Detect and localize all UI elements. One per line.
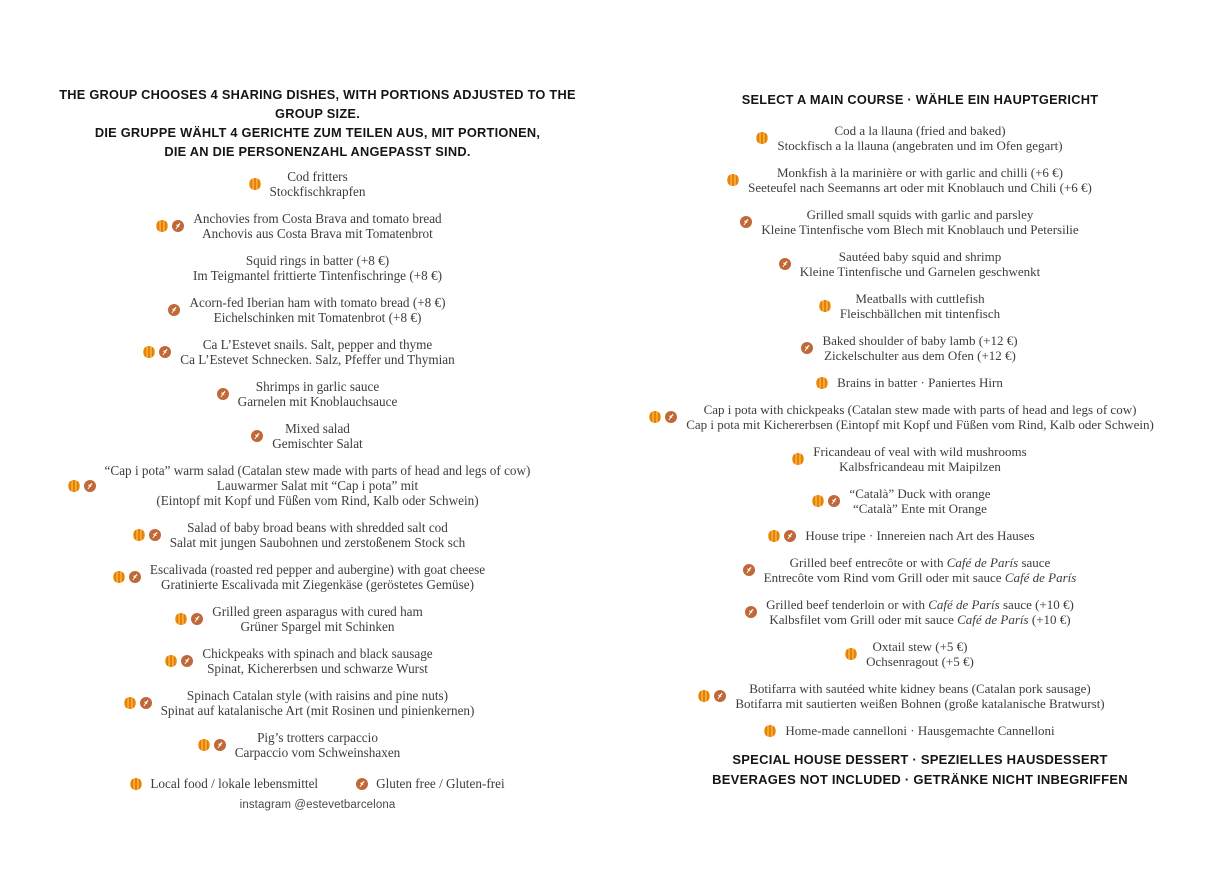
dish-icon-group [156,220,184,232]
dish-icon-group [801,342,813,354]
dish-icon-group [740,216,752,228]
dish-line-de: Spinat, Kichererbsen und schwarze Wurst [207,661,428,676]
dish-line-en: Cod fritters [287,169,348,184]
menu-item [40,337,595,367]
main-courses-list [650,123,1190,738]
dish-line-de: (Eintopf mit Kopf und Füßen vom Rind, Kalb oder Schwein) [156,493,479,508]
dish-icon-group [217,388,229,400]
dish-line-de: Kleine Tintenfische vom Blech mit Knoblauch und Petersilie [761,222,1079,237]
local-food-icon [792,453,804,465]
dish-line-de: Seeteufel nach Seemanns art oder mit Knoblauch und Chili (+6 €) [748,180,1092,195]
sharing-dishes-list [40,169,595,760]
dish-icon-group [124,697,152,709]
dish-text [761,207,1078,237]
dish-text [735,681,1104,711]
menu-item [40,463,595,508]
sharing-dishes-header [40,85,595,161]
dish-icon-group [812,495,840,507]
menu-item [40,562,595,592]
dish-text [161,688,475,718]
gluten-free-icon [181,655,193,667]
dish-icon-group [768,530,796,542]
dish-line-en: Monkfish à la marinière or with garlic and chilli (+6 €) [776,165,1063,180]
dish-line-de: Zickelschulter aus dem Ofen (+12 €) [824,348,1016,363]
dish-line-de: Kalbsfilet vom Grill oder mit sauce Café de París (+10 €) [769,612,1071,627]
dish-line: Brains in batter · Paniertes Hirn [837,375,1003,390]
local-food-icon [845,648,857,660]
dish-line-en: Baked shoulder of baby lamb (+12 €) [822,333,1018,348]
dish-text [193,211,441,241]
dish-icon-group [756,132,768,144]
gluten-free-icon [191,613,203,625]
dish-icon-group [68,480,96,492]
legend-gluten-free [356,776,505,792]
menu-item [650,249,1190,279]
local-food-icon [698,690,710,702]
dish-text [748,165,1092,195]
header-line: DIE GRUPPE WÄHLT 4 GERICHTE ZUM TEILEN AUS, MIT PORTIONEN, [94,125,541,140]
gluten-free-icon [149,529,161,541]
gluten-free-icon [665,411,677,423]
dish-line-en: Chickpeaks with spinach and black sausage [202,646,433,661]
local-food-icon [68,480,80,492]
gluten-free-icon [740,216,752,228]
menu-item [650,123,1190,153]
menu-item [40,211,595,241]
dish-text [235,730,401,760]
dish-line-de: Kleine Tintenfische und Garnelen geschwenkt [799,264,1041,279]
menu-item [40,253,595,283]
menu-item [650,402,1190,432]
dish-line-de: Gemischter Salat [272,436,363,451]
dish-text [840,291,1000,321]
dish-line-en: Spinach Catalan style (with raisins and pine nuts) [186,688,449,703]
dish-line-de: Gratinierte Escalivada mit Ziegenkäse (geröstetes Gemüse) [160,577,475,592]
dish-line-en: Meatballs with cuttlefish [855,291,985,306]
dish-text [837,375,1003,390]
local-food-icon [649,411,661,423]
menu-item [40,520,595,550]
menu-item [650,555,1190,585]
legend-local-label: Local food / lokale lebensmittel [150,776,319,791]
dish-line-en: Ca L’Estevet snails. Salt, pepper and thyme [202,337,433,352]
dish-icon-group [845,648,857,660]
dish-line-de: Ochsenragout (+5 €) [866,654,974,669]
dish-text [822,333,1017,363]
header-line: THE GROUP CHOOSES 4 SHARING DISHES, WITH PORTIONS ADJUSTED TO THE GROUP SIZE. [59,87,576,121]
local-food-icon [812,495,824,507]
gluten-free-icon [743,564,755,576]
gluten-free-icon [140,697,152,709]
dish-line-en: Grilled beef entrecôte or with Café de París sauce [789,555,1051,570]
footer-line: BEVERAGES NOT INCLUDED · GETRÄNKE NICHT INBEGRIFFEN [712,772,1128,787]
local-food-icon [249,178,261,190]
icon-legend [40,776,595,792]
dish-text [202,646,432,676]
dish-line-en: Acorn-fed Iberian ham with tomato bread (+8 €) [189,295,446,310]
dish-text [212,604,423,634]
local-food-icon [756,132,768,144]
local-food-icon [156,220,168,232]
dish-line-en: Oxtail stew (+5 €) [872,639,968,654]
dish-text [270,169,366,199]
legend-gluten-label: Gluten free / Gluten-frei [376,776,505,791]
legend-local-food [130,776,318,792]
menu-item [650,723,1190,738]
gluten-free-icon [159,346,171,358]
dish-line-en: Fricandeau of veal with wild mushrooms [813,444,1027,459]
dish-line-de: Carpaccio vom Schweinshaxen [234,745,401,760]
dish-line-en: Grilled green asparagus with cured ham [212,604,423,619]
dish-icon-group [168,304,180,316]
dish-icon-group [649,411,677,423]
dish-line-de: Lauwarmer Salat mit “Cap i pota” mit [216,478,419,493]
dish-line-en: Squid rings in batter (+8 €) [245,253,390,268]
main-courses-header: SELECT A MAIN COURSE · WÄHLE EIN HAUPTGERICHT [741,92,1099,107]
main-courses-column [650,90,1190,790]
menu-item [40,604,595,634]
dish-line-en: Escalivada (roasted red pepper and aubergine) with goat cheese [149,562,486,577]
local-food-icon [816,377,828,389]
dish-line-en: “Cap i pota” warm salad (Catalan stew made with parts of head and legs of cow) [104,463,531,478]
menu-item [650,639,1190,669]
instagram-handle: instagram @estevetbarcelona [239,799,396,811]
gluten-free-icon [168,304,180,316]
dish-icon-group [251,430,263,442]
dish-text [238,379,398,409]
dish-line-de: Anchovis aus Costa Brava mit Tomatenbrot [202,226,433,241]
gluten-free-icon [801,342,813,354]
local-food-icon [768,530,780,542]
dish-line-en: Sautéed baby squid and shrimp [838,249,1002,264]
local-food-icon [819,300,831,312]
dish-line-de: Cap i pota mit Kichererbsen (Eintopf mit Kopf und Füßen vom Rind, Kalb oder Schwein) [686,417,1154,432]
sharing-dishes-column [40,85,595,811]
dessert-beverages-note [650,750,1190,790]
dish-line-de: Grüner Spargel mit Schinken [240,619,395,634]
dish-icon-group [764,725,776,737]
dish-text [785,723,1054,738]
gluten-free-icon [784,530,796,542]
dish-text [813,444,1026,474]
dish-icon-group [745,606,757,618]
menu-item [650,597,1190,627]
gluten-free-icon [356,778,368,790]
dish-icon-group [792,453,804,465]
menu-item [650,165,1190,195]
dish-line-de: Kalbsfricandeau mit Maipilzen [839,459,1001,474]
menu-item [650,375,1190,390]
dish-line-de: Eichelschinken mit Tomatenbrot (+8 €) [213,310,422,325]
menu-item [40,295,595,325]
dish-icon-group [743,564,755,576]
dish-line-de: Salat mit jungen Saubohnen und zerstoßenem Stock sch [169,535,466,550]
local-food-icon [113,571,125,583]
dish-text [805,528,1034,543]
gluten-free-icon [214,739,226,751]
menu-item [40,379,595,409]
gluten-free-icon [828,495,840,507]
dish-line-en: Cod a la llauna (fried and baked) [834,123,1006,138]
dish-icon-group [198,739,226,751]
dish-line-de: Stockfisch a la llauna (angebraten und im Ofen gegart) [777,138,1063,153]
dish-line-de: Spinat auf katalanische Art (mit Rosinen und pinienkernen) [160,703,475,718]
dish-text [766,597,1074,627]
dish-line-en: Grilled beef tenderloin or with Café de París sauce (+10 €) [766,597,1074,612]
dish-text [189,295,445,325]
dish-line-en: “Català” Duck with orange [849,486,991,501]
local-food-icon [133,529,145,541]
local-food-icon [727,174,739,186]
local-food-icon [764,725,776,737]
dish-line-de: Ca L’Estevet Schnecken. Salz, Pfeffer und Thymian [180,352,455,367]
dish-text [764,555,1077,585]
gluten-free-icon [84,480,96,492]
menu-item [40,730,595,760]
dish-line-en: Mixed salad [285,421,350,436]
footer-line: SPECIAL HOUSE DESSERT · SPEZIELLES HAUSDESSERT [732,752,1108,767]
dish-line-en: Shrimps in garlic sauce [255,379,380,394]
gluten-free-icon [129,571,141,583]
gluten-free-icon [779,258,791,270]
dish-line-en: Botifarra with sautéed white kidney beans (Catalan pork sausage) [749,681,1091,696]
dish-line: Home-made cannelloni · Hausgemachte Cannelloni [785,723,1055,738]
dish-text [777,123,1062,153]
menu-item [650,528,1190,543]
menu-item [650,444,1190,474]
dish-icon-group [143,346,171,358]
local-food-icon [130,778,142,790]
local-food-icon [143,346,155,358]
dish-line-de: Botifarra mit sautierten weißen Bohnen (große katalanische Bratwurst) [735,696,1105,711]
menu-item [650,681,1190,711]
dish-icon-group [819,300,831,312]
dish-icon-group [175,613,203,625]
dish-icon-group [133,529,161,541]
dish-text [272,421,362,451]
local-food-icon [175,613,187,625]
dish-line-en: Anchovies from Costa Brava and tomato bread [193,211,442,226]
dish-text [150,562,485,592]
menu-item [650,207,1190,237]
dish-line-en: Salad of baby broad beans with shredded salt cod [187,520,448,535]
dish-text [849,486,990,516]
gluten-free-icon [714,690,726,702]
menu-item [40,646,595,676]
local-food-icon [165,655,177,667]
dish-line-en: Cap i pota with chickpeaks (Catalan stew made with parts of head and legs of cow) [703,402,1137,417]
local-food-icon [198,739,210,751]
dish-line-en: Grilled small squids with garlic and parsley [806,207,1034,222]
dish-text [180,337,454,367]
menu-item [650,333,1190,363]
gluten-free-icon [217,388,229,400]
dish-icon-group [249,178,261,190]
dish-text [866,639,974,669]
dish-line-de: Garnelen mit Knoblauchsauce [237,394,398,409]
menu-item [40,421,595,451]
menu-item [40,169,595,199]
dish-text [800,249,1040,279]
dish-line-de: Im Teigmantel frittierte Tintenfischringe (+8 €) [192,268,443,283]
gluten-free-icon [251,430,263,442]
dish-icon-group [816,377,828,389]
local-food-icon [124,697,136,709]
menu-item [650,291,1190,321]
dish-text [686,402,1154,432]
dish-line: House tripe · Innereien nach Art des Hauses [805,528,1035,543]
dish-line-en: Pig’s trotters carpaccio [257,730,378,745]
dish-icon-group [727,174,739,186]
dish-line-de: Stockfischkrapfen [269,184,366,199]
gluten-free-icon [745,606,757,618]
menu-item [650,486,1190,516]
dish-line-de: “Català” Ente mit Orange [853,501,987,516]
dish-text [193,253,442,283]
gluten-free-icon [172,220,184,232]
header-line: DIE AN DIE PERSONENZAHL ANGEPASST SIND. [164,144,471,159]
menu-item [40,688,595,718]
dish-text [170,520,466,550]
dish-icon-group [165,655,193,667]
dish-line-de: Fleischbällchen mit tintenfisch [839,306,1001,321]
dish-text [105,463,531,508]
dish-line-de: Entrecôte vom Rind vom Grill oder mit sauce Café de París [763,570,1077,585]
dish-icon-group [113,571,141,583]
dish-icon-group [698,690,726,702]
dish-icon-group [779,258,791,270]
